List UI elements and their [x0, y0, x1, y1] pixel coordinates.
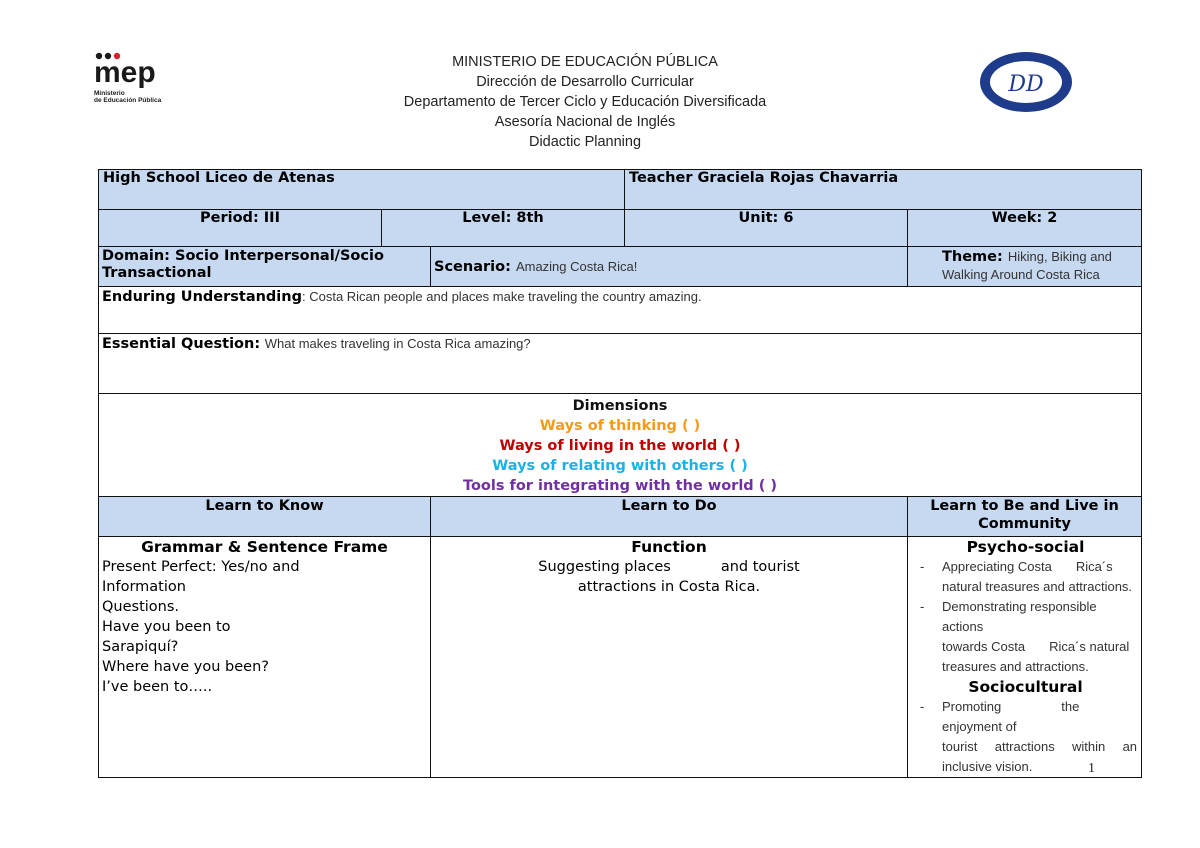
- learn-to-do-header: Learn to Do: [431, 497, 908, 537]
- dimensions-cell: [99, 394, 1142, 497]
- dimension-tools-for-integrating: Tools for integrating with the world ( ): [462, 478, 778, 494]
- theme-cell: [908, 247, 1142, 287]
- know-line: Questions.: [102, 599, 180, 615]
- department-seal: [978, 50, 1074, 114]
- essential-question-cell: [99, 334, 1142, 394]
- enduring-understanding-cell: [99, 287, 1142, 334]
- unit-cell: Unit: 6: [625, 210, 908, 247]
- dimension-ways-of-thinking: Ways of thinking ( ): [539, 418, 701, 434]
- learn-to-know-header: Learn to Know: [99, 497, 431, 537]
- function-heading: Function: [631, 538, 707, 556]
- domain-cell: Domain: Socio Interpersonal/Socio Transactional: [99, 247, 431, 287]
- know-line: Have you been to: [102, 619, 231, 635]
- header-line-advisory: Asesoría Nacional de Inglés: [494, 114, 676, 130]
- scenario-label: Scenario:: [434, 258, 511, 275]
- week-cell: Week: 2: [908, 210, 1142, 247]
- psycho-social-heading: Psycho-social: [966, 538, 1085, 556]
- sociocultural-heading: Sociocultural: [968, 678, 1083, 696]
- school-cell: High School Liceo de Atenas: [99, 170, 625, 210]
- header-line-direction: Dirección de Desarrollo Curricular: [476, 74, 694, 90]
- know-line: Present Perfect: Yes/no and: [102, 559, 300, 575]
- mep-logo-subtitle: Ministerio de Educación Pública: [94, 90, 162, 104]
- header-line-title: Didactic Planning: [528, 134, 642, 150]
- header-line-ministry: MINISTERIO DE EDUCACIÓN PÚBLICA: [452, 54, 718, 70]
- psycho-social-item: - Appreciating Costa Rica´s natural treasures and attractions.: [914, 557, 1137, 597]
- dimension-ways-of-relating: Ways of relating with others ( ): [492, 458, 748, 474]
- svg-text:mep: mep: [94, 56, 156, 89]
- period-cell: Period: III: [99, 210, 382, 247]
- mep-logo-mark: [94, 52, 174, 90]
- scenario-cell: [431, 247, 908, 287]
- scenario-value: Amazing Costa Rica!: [515, 258, 638, 274]
- planning-table: [98, 169, 1142, 778]
- mep-logo: [94, 52, 184, 112]
- function-line: Suggesting places and tourist: [538, 559, 800, 575]
- know-line: I’ve been to…..: [102, 679, 213, 695]
- essential-label: Essential Question:: [102, 336, 261, 352]
- dimension-ways-of-living: Ways of living in the world ( ): [499, 438, 741, 454]
- know-line: Where have you been?: [102, 659, 269, 675]
- essential-value: What makes traveling in Costa Rica amazing?: [264, 336, 531, 351]
- level-cell: Level: 8th: [382, 210, 625, 247]
- theme-label: Theme:: [942, 249, 1003, 265]
- grammar-heading: Grammar & Sentence Frame: [141, 538, 388, 556]
- theme-value: Hiking, Biking and Walking Around Costa Rica: [942, 249, 1112, 282]
- enduring-label: Enduring Understanding: [102, 289, 302, 305]
- psycho-social-item: - Demonstrating responsible actions towards Costa Rica´s natural treasures and attractions.: [914, 597, 1137, 677]
- know-line: Information: [102, 579, 186, 595]
- know-line: Sarapiquí?: [102, 639, 179, 655]
- teacher-cell: Teacher Graciela Rojas Chavarria: [625, 170, 1142, 210]
- dimensions-title: Dimensions: [572, 398, 668, 414]
- sociocultural-item: - Promoting the enjoyment of tourist attractions within an inclusive vision.: [914, 697, 1137, 777]
- learn-to-do-content: [431, 537, 908, 778]
- learn-to-live-header: Learn to Be and Live in Community: [908, 497, 1142, 537]
- svg-text:DD: DD: [1008, 72, 1044, 97]
- learn-to-know-content: [99, 537, 431, 778]
- page-number: 1: [1088, 761, 1095, 776]
- header-line-department: Departamento de Tercer Ciclo y Educación Diversificada: [403, 94, 767, 110]
- learn-to-live-content: [908, 537, 1142, 778]
- document-header: [300, 52, 870, 152]
- function-line: attractions in Costa Rica.: [577, 579, 761, 595]
- enduring-value: : Costa Rican people and places make traveling the country amazing.: [301, 289, 702, 304]
